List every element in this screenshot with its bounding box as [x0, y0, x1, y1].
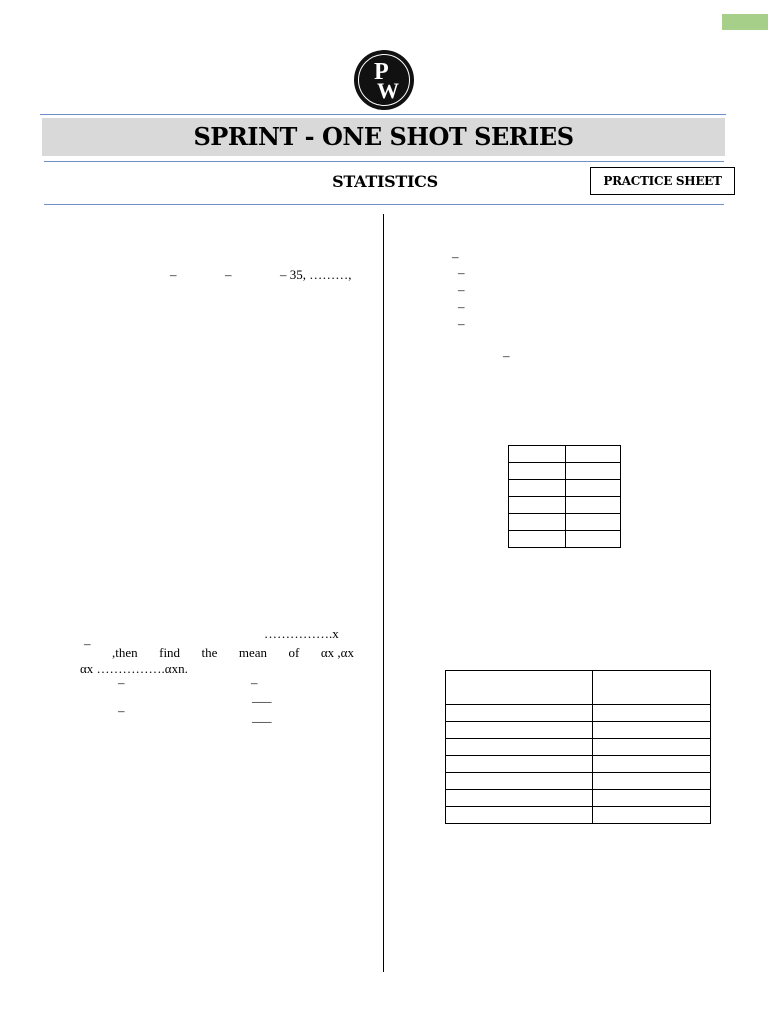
- table-cell: [593, 705, 711, 722]
- table-cell: [566, 480, 621, 497]
- option-bar-d: ___: [252, 709, 272, 724]
- table-cell: [446, 756, 593, 773]
- header-rule-top: [40, 114, 726, 115]
- table-cell: [446, 722, 593, 739]
- table-cell: [509, 480, 566, 497]
- table-header-cell: [446, 671, 593, 705]
- table-header-cell: [593, 671, 711, 705]
- table-cell: [446, 705, 593, 722]
- table-cell: [566, 463, 621, 480]
- mean-word: αx ,αx: [320, 645, 354, 660]
- table-cell: [509, 463, 566, 480]
- practice-sheet-badge: PRACTICE SHEET: [590, 167, 735, 195]
- frequency-table-small: [508, 445, 621, 548]
- option-dash: –: [458, 282, 465, 297]
- table-cell: [446, 773, 593, 790]
- table-cell: [593, 722, 711, 739]
- option-dash: –: [458, 299, 465, 314]
- logo-letter-w: W: [377, 78, 399, 103]
- table-cell: [509, 446, 566, 463]
- table-cell: [593, 756, 711, 773]
- table-cell: [593, 773, 711, 790]
- mean-word: the: [201, 645, 218, 660]
- mean-word: of: [288, 645, 300, 660]
- table-cell: [593, 739, 711, 756]
- table-cell: [509, 497, 566, 514]
- table-cell: [446, 807, 593, 824]
- option-dash: –: [458, 316, 465, 331]
- table-cell: [566, 446, 621, 463]
- table-cell: [509, 531, 566, 548]
- series-tail: – 35, ………,: [280, 267, 352, 282]
- table-cell: [566, 531, 621, 548]
- lone-dash: –: [503, 348, 510, 363]
- pw-logo: [354, 50, 414, 110]
- page-title: SPRINT - ONE SHOT SERIES: [193, 122, 574, 151]
- table-cell: [593, 807, 711, 824]
- option-dash-b: –: [251, 675, 258, 690]
- option-bar-b: ___: [252, 689, 272, 704]
- mean-question-line: [112, 646, 354, 659]
- frequency-table-large: [445, 670, 711, 824]
- table-cell: [446, 739, 593, 756]
- table-cell: [566, 497, 621, 514]
- option-dash: –: [458, 265, 465, 280]
- mean-question-dash: –: [84, 636, 91, 651]
- option-dash-c: –: [118, 703, 125, 718]
- corner-tab: [722, 14, 768, 30]
- table-cell: [446, 790, 593, 807]
- option-dash-a: –: [118, 675, 125, 690]
- column-divider: [383, 214, 384, 972]
- logo-letter-p: P: [374, 59, 389, 85]
- header-rule-middle: [44, 161, 724, 162]
- table-cell: [566, 514, 621, 531]
- table-cell: [509, 514, 566, 531]
- header-rule-bottom: [44, 204, 724, 205]
- option-dash: –: [452, 249, 459, 264]
- mean-question-line-2: αx …………….αxn.: [80, 661, 188, 676]
- series-dash-1: –: [170, 267, 177, 282]
- mean-word: mean: [238, 645, 268, 660]
- series-dash-2: –: [225, 267, 232, 282]
- mean-word: ,then: [112, 645, 138, 660]
- table-cell: [593, 790, 711, 807]
- mean-word: find: [159, 645, 181, 660]
- subject-heading: STATISTICS: [332, 172, 438, 191]
- mean-question-dots: …………….x: [264, 626, 339, 641]
